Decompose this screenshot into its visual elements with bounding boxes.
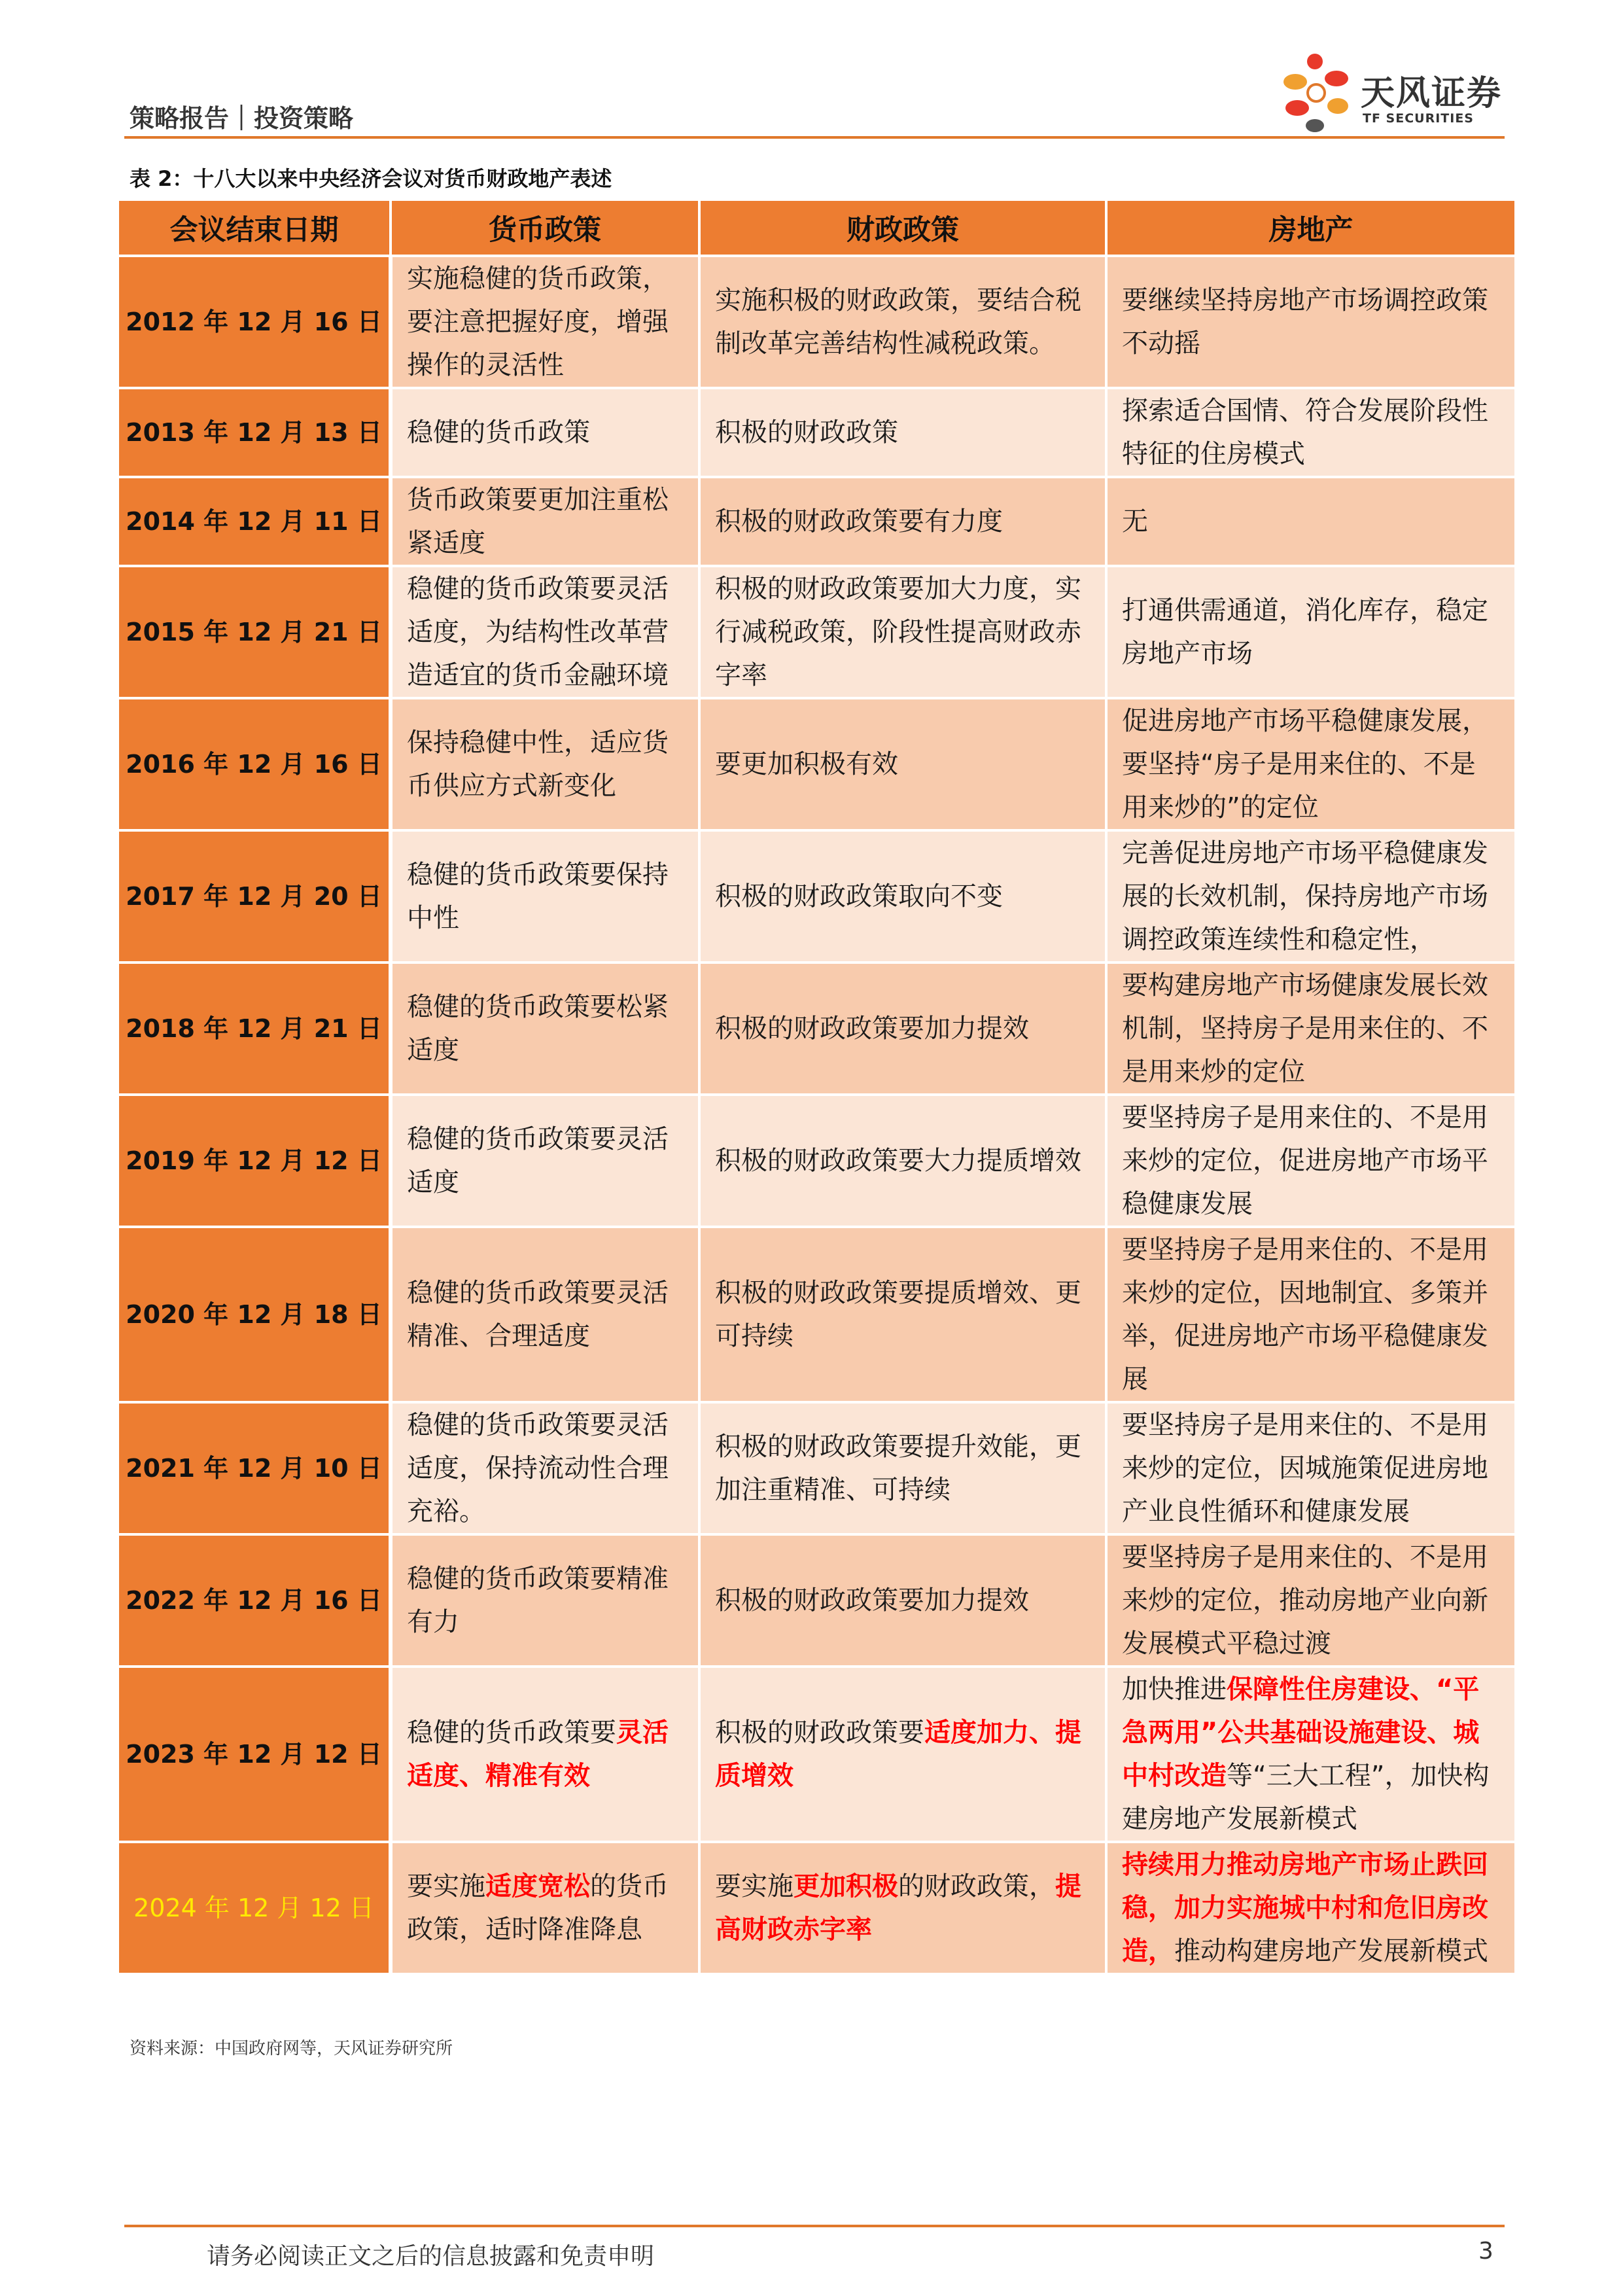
table-row — [118, 830, 1516, 963]
source-note: 资料来源：中国政府网等，天风证券研究所 — [130, 2039, 453, 2058]
cell-text-segment: 保持稳健中性，适应货币供应方式新变化 — [407, 728, 669, 801]
column-header-monetary: 货币政策 — [391, 200, 699, 256]
cell-fiscal — [699, 477, 1106, 566]
cell-text-segment: 稳健的货币政策要灵活精准、合理适度 — [407, 1278, 669, 1351]
table-row — [118, 698, 1516, 830]
table-row — [118, 963, 1516, 1095]
cell-fiscal — [699, 1095, 1106, 1227]
cell-fiscal — [699, 1534, 1106, 1667]
cell-monetary — [391, 1842, 699, 1974]
footer-disclaimer: 请务必阅读正文之后的信息披露和免责申明 — [207, 2243, 655, 2270]
cell-property — [1106, 1402, 1516, 1534]
cell-fiscal — [699, 830, 1106, 963]
cell-date: 2021 年 12 月 10 日 — [118, 1402, 391, 1534]
cell-date: 2017 年 12 月 20 日 — [118, 830, 391, 963]
cell-monetary — [391, 1402, 699, 1534]
cell-text-segment: 打通供需通道，消化库存，稳定房地产市场 — [1122, 595, 1488, 669]
cell-text-segment: 积极的财政政策要加大力度，实行减税政策，阶段性提高财政赤字率 — [715, 574, 1081, 690]
cell-text-segment: 积极的财政政策 — [715, 417, 898, 448]
cell-text-segment: 要构建房地产市场健康发展长效机制，坚持房子是用来住的、不是用来炒的定位 — [1122, 970, 1488, 1087]
cell-date: 2018 年 12 月 21 日 — [118, 963, 391, 1095]
cell-fiscal — [699, 256, 1106, 388]
cell-property — [1106, 1842, 1516, 1974]
cell-text-segment: 适度宽松 — [485, 1871, 590, 1901]
brand-name-cn: 天风证券 — [1361, 74, 1503, 113]
cell-fiscal — [699, 963, 1106, 1095]
cell-text-segment: 积极的财政政策要加力提效 — [715, 1014, 1029, 1044]
cell-fiscal — [699, 388, 1106, 477]
cell-text-segment: 稳健的货币政策要灵活适度，为结构性改革营造适宜的货币金融环境 — [407, 574, 669, 690]
cell-text-segment: 稳健的货币政策要保持中性 — [407, 860, 669, 933]
tf-securities-logo — [1279, 52, 1514, 137]
cell-monetary — [391, 1667, 699, 1842]
cell-date: 2023 年 12 月 12 日 — [118, 1667, 391, 1842]
cell-text-segment: 稳健的货币政策要松紧适度 — [407, 992, 669, 1065]
cell-property — [1106, 1667, 1516, 1842]
table-row — [118, 1534, 1516, 1667]
cell-text-segment: 积极的财政政策要有力度 — [715, 506, 1003, 537]
table-row — [118, 1402, 1516, 1534]
cell-monetary — [391, 963, 699, 1095]
cell-text-segment: 实施积极的财政政策，要结合税制改革完善结构性减税政策。 — [715, 285, 1081, 359]
cell-text-segment: 推动构建房地产发展新模式 — [1174, 1936, 1488, 1966]
cell-text-segment: 的财政政策， — [898, 1871, 1055, 1901]
cell-fiscal — [699, 566, 1106, 698]
report-section-title: 策略报告｜投资策略 — [130, 104, 354, 133]
cell-text-segment: 积极的财政政策取向不变 — [715, 881, 1003, 911]
policy-table — [116, 198, 1517, 1975]
table-row — [118, 388, 1516, 477]
cell-text-segment: 积极的财政政策要加力提效 — [715, 1585, 1029, 1616]
cell-property — [1106, 963, 1516, 1095]
cell-text-segment: 要实施 — [407, 1871, 485, 1901]
cell-text-segment: 要坚持房子是用来住的、不是用来炒的定位，推动房地产业向新发展模式平稳过渡 — [1122, 1542, 1488, 1659]
cell-text-segment: 无 — [1122, 506, 1148, 537]
cell-fiscal — [699, 1402, 1106, 1534]
cell-property — [1106, 477, 1516, 566]
cell-property — [1106, 388, 1516, 477]
cell-text-segment: 适度加力、提质增效 — [715, 1718, 1081, 1791]
cell-text-segment: 更加积极 — [794, 1871, 898, 1901]
table-row — [118, 566, 1516, 698]
cell-text-segment: 要继续坚持房地产市场调控政策不动摇 — [1122, 285, 1488, 359]
cell-fiscal — [699, 1842, 1106, 1974]
cell-text-segment: 加快推进 — [1122, 1674, 1227, 1704]
table-header-row — [118, 200, 1516, 256]
cell-text-segment: 提高财政赤字率 — [715, 1871, 1081, 1945]
cell-text-segment: 探索适合国情、符合发展阶段性特征的住房模式 — [1122, 396, 1488, 469]
cell-fiscal — [699, 1227, 1106, 1402]
cell-date: 2012 年 12 月 16 日 — [118, 256, 391, 388]
cell-monetary — [391, 256, 699, 388]
cell-monetary — [391, 477, 699, 566]
cell-text-segment: 持续用力推动房地产市场止跌回稳，加力实施城中村和危旧房改造， — [1122, 1850, 1488, 1966]
cell-monetary — [391, 830, 699, 963]
table-row — [118, 1842, 1516, 1974]
cell-text-segment: 完善促进房地产市场平稳健康发展的长效机制，保持房地产市场调控政策连续性和稳定性， — [1122, 838, 1488, 955]
cell-property — [1106, 566, 1516, 698]
cell-date: 2014 年 12 月 11 日 — [118, 477, 391, 566]
cell-text-segment: 货币政策要更加注重松紧适度 — [407, 485, 669, 558]
cell-text-segment: 实施稳健的货币政策，要注意把握好度，增强操作的灵活性 — [407, 264, 669, 380]
cell-property — [1106, 256, 1516, 388]
cell-text-segment: 稳健的货币政策要灵活适度，保持流动性合理充裕。 — [407, 1410, 669, 1527]
cell-text-segment: 促进房地产市场平稳健康发展，要坚持“房子是用来住的、不是用来炒的”的定位 — [1122, 706, 1488, 822]
cell-date: 2019 年 12 月 12 日 — [118, 1095, 391, 1227]
cell-property — [1106, 1534, 1516, 1667]
cell-monetary — [391, 698, 699, 830]
cell-fiscal — [699, 698, 1106, 830]
header-divider — [124, 136, 1505, 139]
cell-text-segment: 要实施 — [715, 1871, 794, 1901]
cell-text-segment: 等“三大工程”，加快构建房地产发展新模式 — [1122, 1761, 1490, 1834]
cell-date: 2013 年 12 月 13 日 — [118, 388, 391, 477]
cell-text-segment: 积极的财政政策要大力提质增效 — [715, 1146, 1081, 1176]
cell-text-segment: 要坚持房子是用来住的、不是用来炒的定位，因城施策促进房地产业良性循环和健康发展 — [1122, 1410, 1488, 1527]
cell-text-segment: 积极的财政政策要提质增效、更可持续 — [715, 1278, 1081, 1351]
cell-text-segment: 积极的财政政策要 — [715, 1718, 924, 1748]
column-header-date: 会议结束日期 — [118, 200, 391, 256]
cell-property — [1106, 698, 1516, 830]
cell-monetary — [391, 566, 699, 698]
cell-text-segment: 稳健的货币政策要精准有力 — [407, 1564, 669, 1637]
cell-property — [1106, 1095, 1516, 1227]
cell-date: 2022 年 12 月 16 日 — [118, 1534, 391, 1667]
cell-text-segment: 灵活适度、精准有效 — [407, 1718, 669, 1791]
page-number: 3 — [1478, 2238, 1493, 2265]
column-header-property: 房地产 — [1106, 200, 1516, 256]
cell-monetary — [391, 1095, 699, 1227]
table-row — [118, 256, 1516, 388]
cell-property — [1106, 1227, 1516, 1402]
cell-text-segment: 的货币政策，适时降准降息 — [407, 1871, 669, 1945]
brand-name-en: TF SECURITIES — [1363, 111, 1474, 126]
cell-date: 2020 年 12 月 18 日 — [118, 1227, 391, 1402]
cell-text-segment: 要更加积极有效 — [715, 749, 898, 779]
cell-text-segment: 保障性住房建设、“平急两用”公共基础设施建设、城中村改造 — [1122, 1674, 1480, 1791]
cell-text-segment: 稳健的货币政策 — [407, 417, 590, 448]
cell-text-segment: 积极的财政政策要提升效能，更加注重精准、可持续 — [715, 1432, 1081, 1505]
table-row — [118, 1227, 1516, 1402]
flower-logo-icon — [1279, 52, 1357, 137]
cell-fiscal — [699, 1667, 1106, 1842]
cell-text-segment: 稳健的货币政策要 — [407, 1718, 616, 1748]
table-row — [118, 477, 1516, 566]
cell-text-segment: 要坚持房子是用来住的、不是用来炒的定位，因地制宜、多策并举，促进房地产市场平稳健康发展 — [1122, 1235, 1488, 1394]
table-row — [118, 1095, 1516, 1227]
table-caption: 表 2：十八大以来中央经济会议对货币财政地产表述 — [130, 166, 612, 191]
cell-monetary — [391, 1534, 699, 1667]
table-body — [118, 256, 1516, 1974]
cell-date: 2015 年 12 月 21 日 — [118, 566, 391, 698]
column-header-fiscal: 财政政策 — [699, 200, 1106, 256]
cell-text-segment: 要坚持房子是用来住的、不是用来炒的定位，促进房地产市场平稳健康发展 — [1122, 1103, 1488, 1219]
footer-divider — [124, 2225, 1505, 2227]
cell-monetary — [391, 388, 699, 477]
cell-monetary — [391, 1227, 699, 1402]
cell-date: 2024 年 12 月 12 日 — [118, 1842, 391, 1974]
cell-property — [1106, 830, 1516, 963]
cell-text-segment: 稳健的货币政策要灵活适度 — [407, 1124, 669, 1197]
cell-date: 2016 年 12 月 16 日 — [118, 698, 391, 830]
table-row — [118, 1667, 1516, 1842]
